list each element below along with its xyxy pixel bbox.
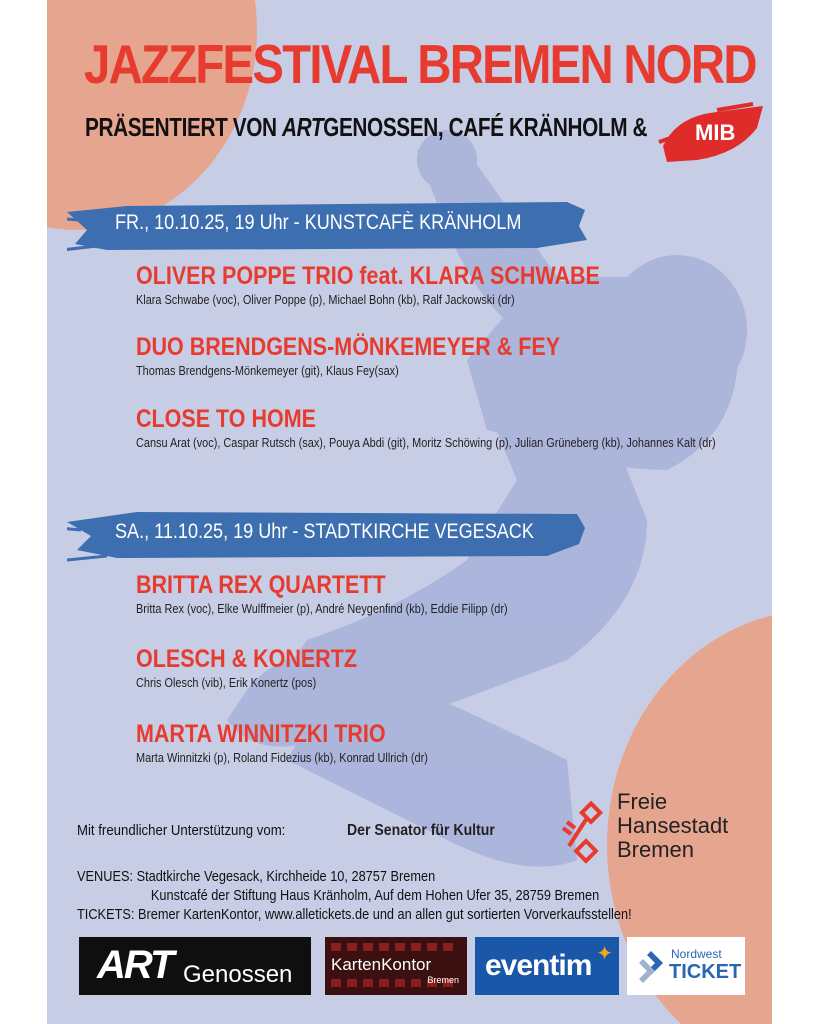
nordwest-logo-bottom: TICKET: [669, 961, 742, 983]
date-band-friday: FR., 10.10.25, 19 Uhr - KUNSTCAFÈ KRÄNHOLM: [115, 211, 522, 234]
bremen-key-crest-icon: [557, 800, 603, 866]
city-line-3: Bremen: [617, 837, 695, 862]
act-lineup: Thomas Brendgens-Mönkemeyer (git), Klaus Fey(sax): [136, 363, 399, 378]
act-name: OLESCH & KONERTZ: [136, 645, 357, 673]
artgenossen-logo-genossen: Genossen: [183, 961, 293, 988]
venues-and-tickets: [77, 868, 632, 925]
artgenossen-logo-art: ART: [97, 943, 173, 987]
presenter-rest: GENOSSEN, CAFÉ KRÄNHOLM &: [323, 112, 648, 142]
tickets-line: TICKETS: Bremer KartenKontor, www.alletickets.de und an allen gut sortierten Vorverkaufsstellen!: [77, 907, 632, 923]
act-duo-brendgens: [136, 333, 629, 378]
act-lineup: Marta Winnitzki (p), Roland Fidezius (kb), Konrad Ullrich (dr): [136, 750, 428, 765]
act-name: OLIVER POPPE TRIO feat. KLARA SCHWABE: [136, 262, 600, 290]
act-lineup: Klara Schwabe (voc), Oliver Poppe (p), Michael Bohn (kb), Ralf Jackowski (dr): [136, 292, 515, 307]
venues-line-2: Kunstcafé der Stiftung Haus Kränholm, Auf dem Hohen Ufer 35, 28759 Bremen: [150, 888, 600, 904]
act-name: BRITTA REX QUARTETT: [136, 571, 386, 599]
poster: [47, 0, 772, 1024]
city-line-2: Hansestadt: [617, 813, 729, 838]
act-marta-winnitzki-trio: [136, 720, 483, 765]
senator-fuer-kultur: Der Senator für Kultur: [347, 822, 495, 839]
mib-logo: [657, 102, 767, 166]
presenter-line: [85, 112, 647, 143]
act-name: CLOSE TO HOME: [136, 405, 316, 433]
eventim-star-icon: ✦: [596, 943, 613, 965]
support-label: Mit freundlicher Unterstützung vom:: [77, 822, 286, 839]
kartenkontor-logo-sub: Bremen: [427, 975, 459, 985]
presenter-prefix: PRÄSENTIERT VON: [85, 112, 282, 142]
act-name: DUO BRENDGENS-MÖNKEMEYER & FEY: [136, 333, 561, 361]
venues-line-1: VENUES: Stadtkirche Vegesack, Kirchheide 10, 28757 Bremen: [77, 869, 436, 885]
act-lineup: Chris Olesch (vib), Erik Konertz (pos): [136, 675, 317, 690]
freie-hansestadt-bremen: [617, 790, 728, 862]
artgenossen-logo: [79, 937, 311, 995]
city-line-1: Freie: [617, 789, 668, 814]
mib-logo-text: MIB: [695, 120, 736, 145]
act-oliver-poppe-trio: [136, 262, 675, 307]
nordwest-ticket-arrow-icon: [635, 949, 665, 983]
act-lineup: Cansu Arat (voc), Caspar Rutsch (sax), Pouya Abdi (git), Moritz Schöwing (p), Julian Grüneberg (kb), Johannes Kalt (dr): [136, 435, 716, 450]
presenter-art: ART: [282, 112, 324, 142]
date-band-saturday: SA., 11.10.25, 19 Uhr - STADTKIRCHE VEGESACK: [115, 520, 534, 543]
eventim-logo: [475, 937, 619, 995]
nordwest-logo-top: Nordwest: [671, 947, 722, 961]
act-close-to-home: [136, 405, 772, 450]
act-name: MARTA WINNITZKI TRIO: [136, 720, 386, 748]
nordwest-ticket-logo: [627, 937, 745, 995]
act-olesch-konertz: [136, 645, 393, 690]
act-lineup: Britta Rex (voc), Elke Wulffmeier (p), André Neygenfind (kb), Eddie Filipp (dr): [136, 601, 508, 616]
act-britta-rex-quartett: [136, 571, 578, 616]
eventim-logo-text: eventim: [485, 949, 592, 982]
kartenkontor-logo-text: KartenKontor: [331, 955, 432, 974]
festival-title: JAZZFESTIVAL BREMEN NORD: [84, 33, 756, 95]
kartenkontor-logo: [325, 937, 467, 995]
